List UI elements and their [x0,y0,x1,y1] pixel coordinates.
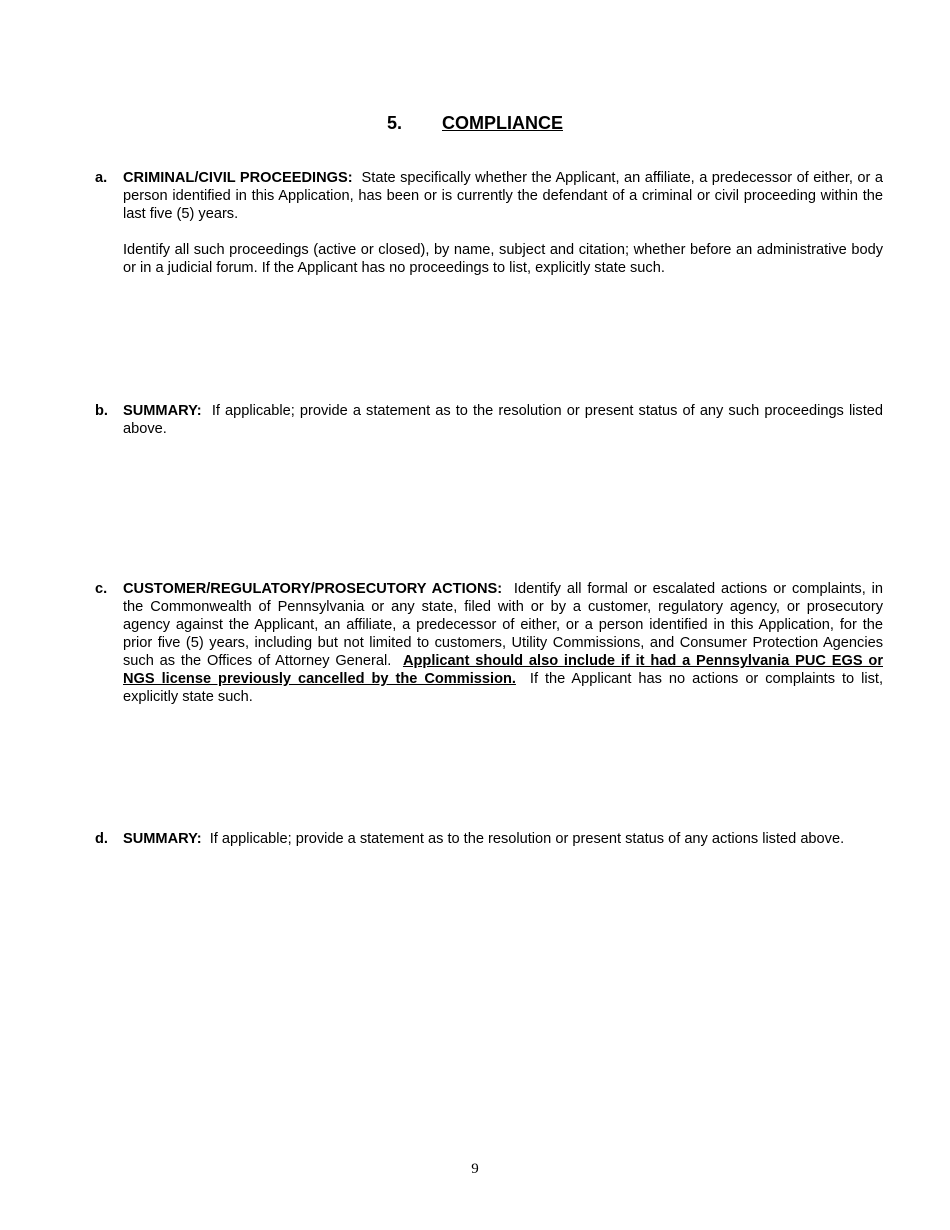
page-number: 9 [471,1161,479,1177]
section-number: 5. [386,113,402,133]
item-a-heading: CRIMINAL/CIVIL PROCEEDINGS: [123,170,353,186]
page-title [0,112,950,134]
item-b-paragraph [123,402,883,438]
item-c-heading: CUSTOMER/REGULATORY/PROSECUTORY ACTIONS: [123,581,503,597]
item-c-customer-regulatory-actions [95,580,883,706]
item-d-letter: d. [95,831,108,847]
item-b-heading: SUMMARY: [123,403,202,419]
item-d-heading: SUMMARY: [123,831,202,847]
item-b-letter: b. [95,403,108,419]
item-a-criminal-civil-proceedings [95,169,883,277]
item-a-paragraph-1 [123,169,883,223]
item-d-summary [95,830,883,848]
item-b-text: If applicable; provide a statement as to the resolution or present status of any such proceedings listed above. [123,403,884,437]
section-title: COMPLIANCE [442,113,563,133]
item-c-text: Identify all formal or escalated actions or complaints, in the Commonwealth of Pennsylvania or any state, filed with or by a customer, regulatory agency, or prosecutory agency against the Applicant, an affiliate, a predecessor of either, or a person identified in this Application, for the prior five (5) years, including but not limited to customers, Utility Commissions, and Consumer Protection Agencies such as the Offices of Attorney General. [123,581,883,669]
item-c-letter: c. [95,581,108,597]
item-c-emphasis: Applicant should also include if it had a Pennsylvania PUC EGS or NGS license previously cancelled by the Commission. [123,653,883,687]
item-b-summary [95,402,883,438]
item-c-text-after: If the Applicant has no actions or complaints to list, explicitly state such. [123,671,883,705]
item-a-text: State specifically whether the Applicant, an affiliate, a predecessor of either, or a person identified in this Application, has been or is currently the defendant of a criminal or civil proceeding within the last five (5) years. [123,170,883,222]
item-d-paragraph [123,830,883,848]
item-a-letter: a. [95,170,108,186]
item-d-text: If applicable; provide a statement as to the resolution or present status of any actions listed above. [209,831,845,847]
item-c-paragraph [123,580,883,706]
item-a-paragraph-2: Identify all such proceedings (active or closed), by name, subject and citation; whether before an administrative body or in a judicial forum. If the Applicant has no proceedings to list, explicitly state such. [123,242,883,276]
